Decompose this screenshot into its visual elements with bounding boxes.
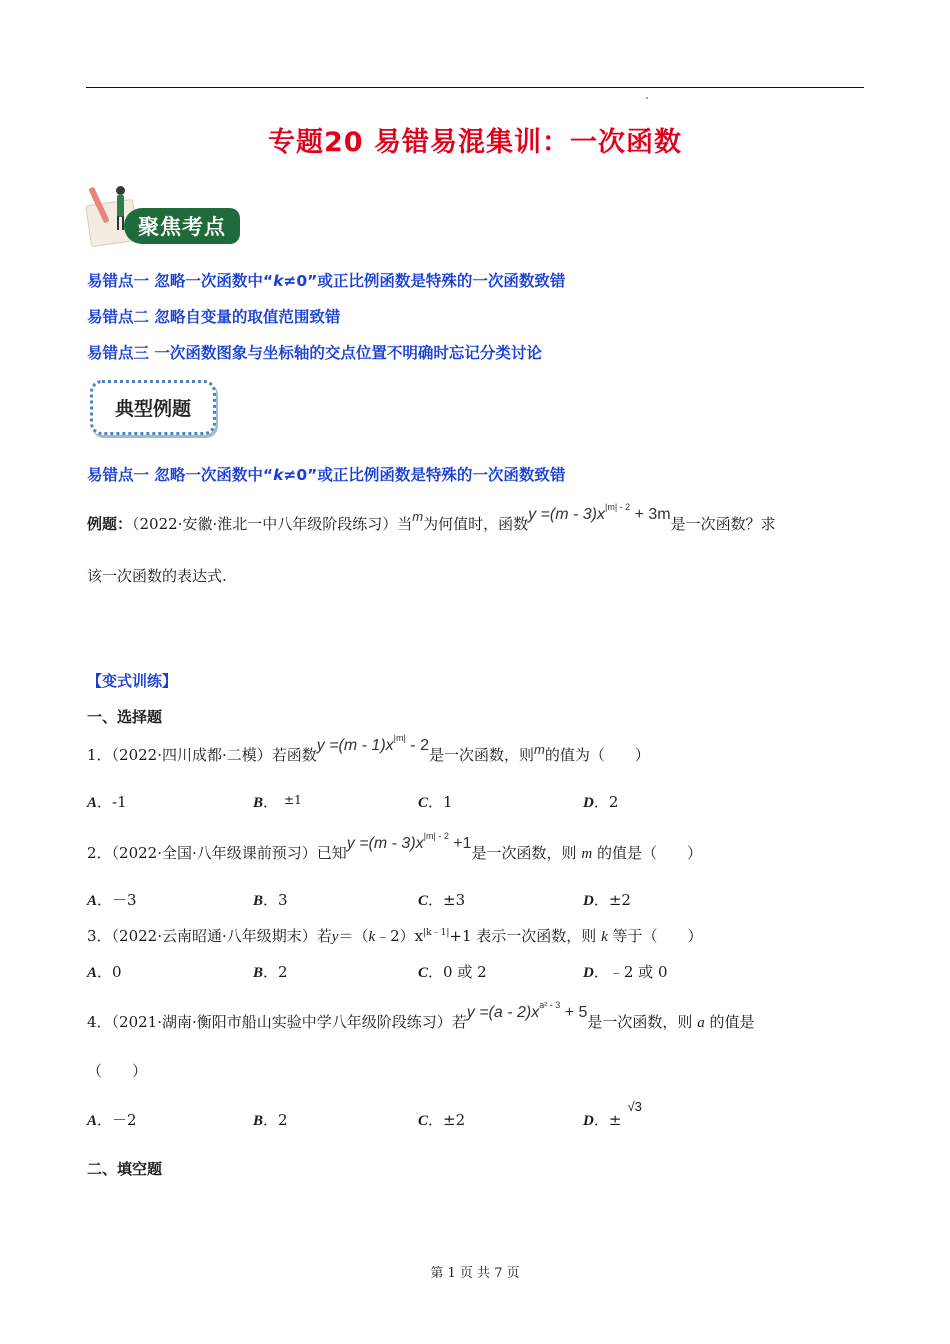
page-footer: 第 1 页 共 7 页 (430, 1266, 520, 1281)
example-label: 例题： (87, 515, 133, 533)
page-title: 专题20 易错易混集训：一次函数 (268, 127, 682, 158)
option-b: B．3 (253, 891, 288, 909)
option-c: C．±3 (418, 891, 466, 909)
focus-point-3: 易错点三 一次函数图象与坐标轴的交点位置不明确时忘记分类讨论 (87, 344, 542, 362)
question-4-formula: $y =(a - 2)x^{a^2 - 3} + 5$ (466, 1000, 588, 1021)
option-d: D．2 (583, 793, 619, 811)
question-2: 2．（2022·全国·八年级课前预习）已知$y =(m - 3)x^{|m| - 2} +1$是一次函数，则 m 的值是（ ） (87, 831, 702, 862)
focus-badge (86, 180, 246, 248)
section-heading-fill: 二、填空题 (87, 1160, 163, 1178)
option-c: C．1 (418, 793, 453, 811)
question-1: 1．（2022·四川成都·二模）若函数$y =(m - 1)x^{|m|} - 2$是一次函数，则m的值为（ ） (87, 733, 650, 764)
example-problem: 例题：（2022·安徽·淮北一中八年级阶段练习）当m为何值时，函数$y =(m - 3)x^{|m| - 2} + 3m$是一次函数？求 (87, 502, 776, 533)
sqrt3-formula: √3 (627, 1099, 642, 1114)
option-a: A．-1 (87, 793, 127, 811)
option-a: A．－2 (87, 1111, 137, 1129)
focus-point-1: 易错点一 忽略一次函数中“k≠0”或正比例函数是特殊的一次函数致错 (87, 272, 566, 290)
question-1-formula: $y =(m - 1)x^{|m|} - 2$ (316, 733, 429, 754)
option-b: B． $^{\pm 1}$ (253, 793, 302, 811)
variant-training-label: 【变式训练】 (87, 672, 178, 690)
example-badge: 典型例题 (90, 380, 216, 435)
section-heading-choice: 一、选择题 (87, 708, 163, 726)
student-figure-icon (116, 186, 125, 195)
option-d: D．±2 (583, 891, 631, 909)
question-2-formula: $y =(m - 3)x^{|m| - 2} +1$ (346, 831, 472, 852)
option-d: D．﹣2 或 0 (583, 963, 668, 981)
header-dot (646, 97, 648, 99)
example-heading: 易错点一 忽略一次函数中“k≠0”或正比例函数是特殊的一次函数致错 (87, 466, 566, 484)
option-b: B．2 (253, 1111, 288, 1129)
option-c: C．0 或 2 (418, 963, 487, 981)
question-4: 4．（2021·湖南·衡阳市船山实验中学八年级阶段练习）若$y =(a - 2)x^{a^2 - 3} + 5$是一次函数，则 a 的值是 (87, 1000, 755, 1031)
focus-badge-label: 聚焦考点 (124, 208, 240, 244)
option-c: C．±2 (418, 1111, 466, 1129)
example-problem-line2: 该一次函数的表达式. (87, 567, 227, 585)
option-d: D．±√3 (583, 1099, 642, 1129)
focus-points-list (87, 270, 565, 378)
example-formula: $y =(m - 3)x^{|m| - 2} + 3m$ (528, 502, 671, 523)
option-a: A．0 (87, 963, 122, 981)
option-a: A．－3 (87, 891, 137, 909)
option-b: B．2 (253, 963, 288, 981)
focus-point-2: 易错点二 忽略自变量的取值范围致错 (87, 308, 341, 326)
header-rule (86, 87, 864, 88)
question-3: 3．（2022·云南昭通·八年级期末）若$y=(k﹣2)x^{|k﹣1|}+1$ 表示一次函数，则 k 等于（ ） (87, 927, 703, 945)
question-4-line2: （ ） (87, 1062, 148, 1080)
